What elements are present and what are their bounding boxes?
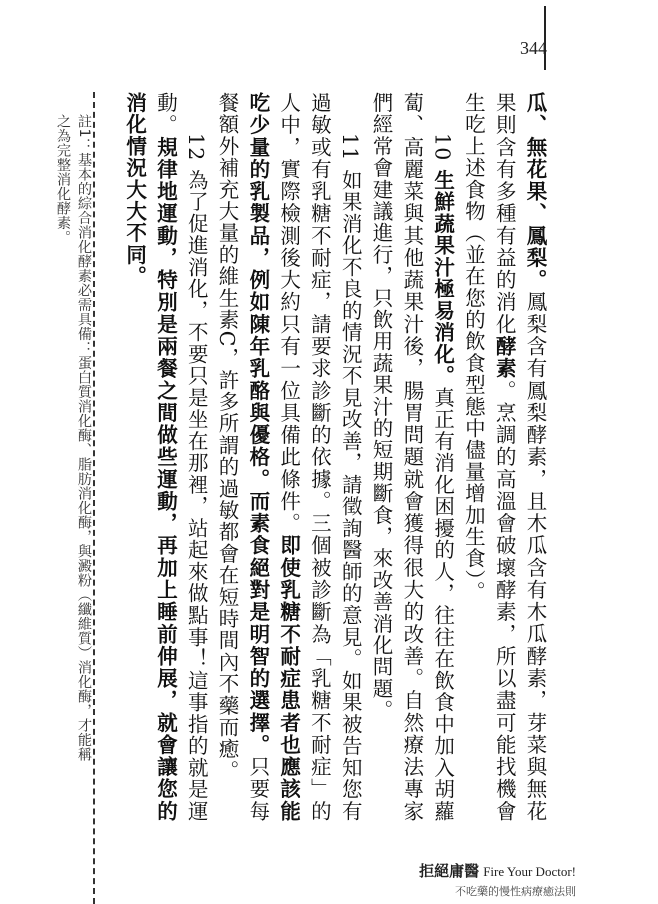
- paragraph: [211, 92, 365, 822]
- book-title: [419, 860, 576, 881]
- book-subtitle: 不吃藥的慢性病療癒法則: [455, 885, 576, 898]
- paragraph: [458, 92, 550, 822]
- body-text-run: 11 如果消化不良的情況不見改善，請徵詢醫師的意見。如果被告知您有過敏或有乳糖不耐症，請要求診斷的依據。三個被診斷為「乳糖不耐症」的人中，實際檢測後大約只有一位具備此條件。: [276, 92, 363, 822]
- bold-text: 即使乳糖不耐症患者也應該能吃少量的乳製品，例如陳年乳酪與優格。而素食絕對是明智的選擇。: [245, 92, 301, 822]
- body-text-run: 真正有消化困擾的人，往往在飲食中加入胡蘿蔔、高麗菜與其他蔬果汁後，腸胃問題就會獲得很大的改善。自然療法專家們經常會建議進行，只飲用蔬果汁的短期斷食，來改善消化問題。: [369, 92, 455, 823]
- bold-text: 規律地運動，特別是兩餐之間做些運動，再加上睡前伸展，就會讓您的消化情況大大不同。: [122, 92, 178, 823]
- page-number: 344: [520, 38, 547, 58]
- body-text: [119, 92, 550, 822]
- bold-text: 生鮮蔬果汁極易消化。: [430, 169, 455, 387]
- bold-text: 瓜、無花果、鳳梨。: [523, 92, 547, 292]
- body-text-run: 只要每餐額外補充大量的維生素C，許多所謂的過敏都會在短時間內不藥而癒。: [215, 92, 270, 822]
- body-text-run: 。烹調的高溫會破壞酵素，所以盡可能找機會生吃上述食物（並在您的飲食型態中儘量增加生食）。: [461, 92, 517, 823]
- book-title-en: Fire Your Doctor!: [483, 864, 576, 879]
- body-text-run: 10: [430, 133, 455, 170]
- bold-text: 酵素: [492, 335, 517, 380]
- paragraph: [365, 92, 457, 822]
- book-title-zh: 拒絕庸醫: [419, 862, 480, 880]
- body-text-run: 12 為了促進消化，不要只是坐在那裡，站起來做點事！這事指的就是運動。: [153, 92, 209, 822]
- paragraph: [119, 92, 211, 822]
- running-footer: [419, 860, 576, 899]
- footnote: 註1：基本的綜合消化酵素必需具備：蛋白質消化酶、脂肪消化酶，與澱粉（纖維質）消化酶，才能稱之為完整消化酵素。: [55, 114, 92, 762]
- body-text-run: 鳳梨含有鳳梨酵素，且木瓜含有木瓜酵素，芽菜與無花果則含有多種有益的消化: [492, 92, 547, 822]
